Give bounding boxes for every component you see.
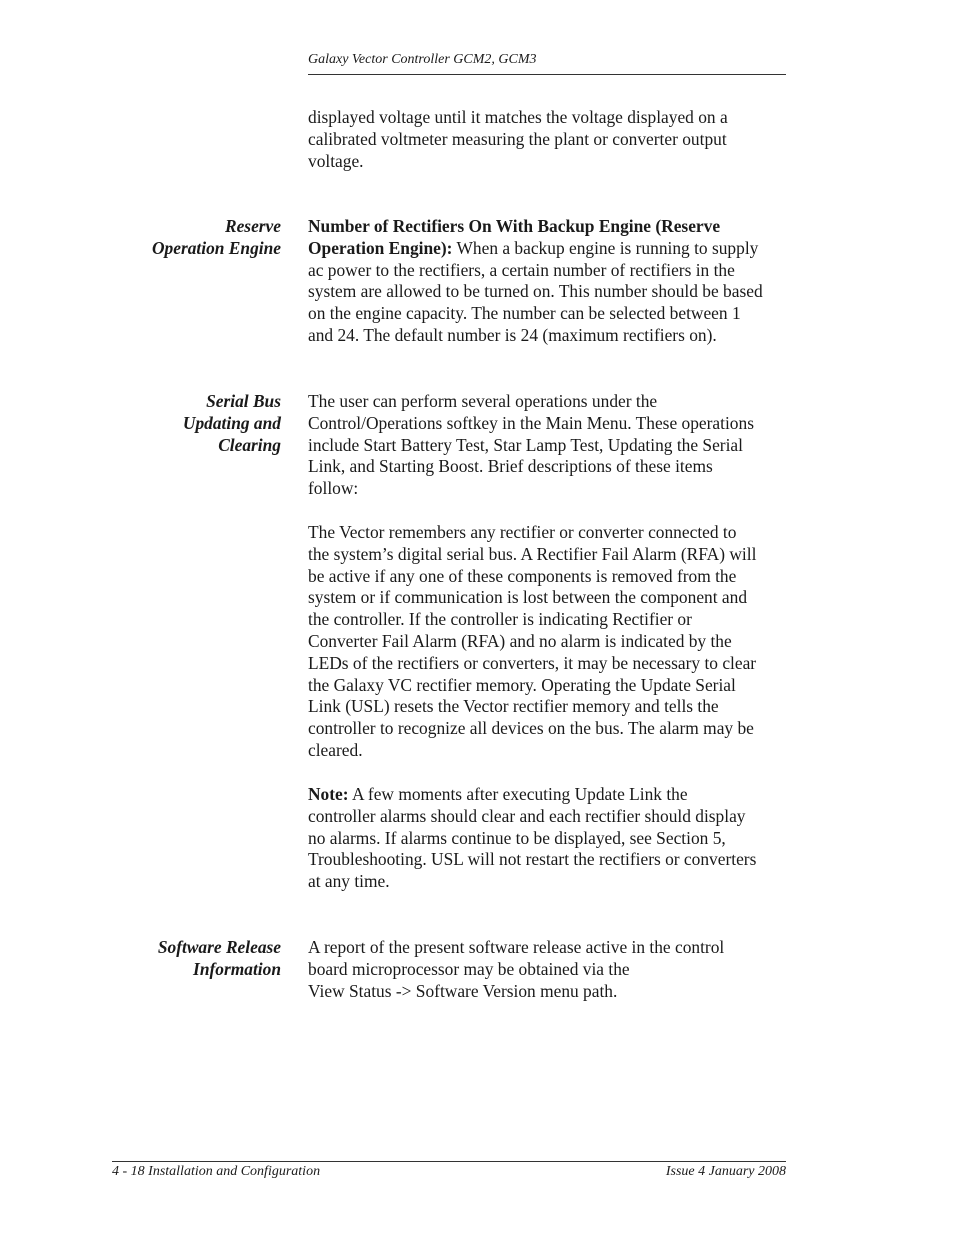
label-line: Operation Engine	[151, 237, 281, 258]
text-line	[308, 238, 786, 260]
text-line: on the engine capacity. The number can be selected between 1	[308, 303, 741, 324]
text-line: Control/Operations softkey in the Main Menu. These operations	[308, 412, 754, 433]
text-line: View Status -> Software Version menu path.	[308, 980, 618, 1001]
text-line: follow:	[308, 478, 359, 499]
text-line: controller to recognize all devices on the bus. The alarm may be	[308, 718, 754, 739]
text-line: calibrated voltmeter measuring the plant or converter output	[308, 128, 727, 149]
text-line: the system’s digital serial bus. A Rectifier Fail Alarm (RFA) will	[308, 543, 757, 564]
label-line: Software Release	[157, 937, 281, 957]
text-line: cleared.	[308, 739, 363, 760]
text-line: at any time.	[308, 871, 390, 892]
label-line: Reserve	[224, 216, 281, 236]
intro-paragraph	[308, 107, 786, 172]
text-line: Link, and Starting Boost. Brief descriptions of these items	[308, 456, 713, 477]
text-line: LEDs of the rectifiers or converters, it may be necessary to clear	[308, 652, 757, 673]
text-line: the Galaxy VC rectifier memory. Operating the Update Serial	[308, 674, 736, 695]
text-line: system are allowed to be turned on. This number should be based	[308, 281, 763, 302]
footer-section: 4 - 18 Installation and Configuration	[112, 1164, 321, 1179]
text-line: be active if any one of these components is removed from the	[308, 565, 737, 586]
serial-paragraph-1	[308, 391, 786, 500]
footer-issue: Issue 4 January 2008	[665, 1164, 786, 1179]
running-footer	[112, 1161, 786, 1180]
note-paragraph	[308, 784, 786, 893]
label-line: Information	[193, 958, 281, 979]
bold-heading-line: Operation Engine):	[308, 237, 453, 258]
text-line: voltage.	[308, 150, 364, 171]
text-line: no alarms. If alarms continue to be displayed, see Section 5,	[308, 827, 726, 848]
text-line: The user can perform several operations under the	[308, 391, 658, 411]
serial-paragraph-2	[308, 522, 786, 762]
text-run: A few moments after executing Update Link the	[348, 784, 688, 804]
note-label: Note:	[308, 784, 349, 804]
text-line: board microprocessor may be obtained via the	[308, 958, 630, 979]
text-line: controller alarms should clear and each rectifier should display	[308, 805, 746, 826]
text-line: Converter Fail Alarm (RFA) and no alarm is indicated by the	[308, 630, 732, 651]
label-line: Clearing	[218, 434, 281, 455]
text-line: Link (USL) resets the Vector rectifier memory and tells the	[308, 696, 719, 717]
running-header	[308, 52, 786, 75]
header-title: Galaxy Vector Controller GCM2, GCM3	[308, 52, 537, 67]
text-line: The Vector remembers any rectifier or converter connected to	[308, 522, 737, 542]
text-line: A report of the present software release active in the control	[308, 937, 725, 957]
text-line: Troubleshooting. USL will not restart the rectifiers or converters	[308, 849, 757, 870]
text-run: When a backup engine is running to supply	[452, 237, 759, 258]
text-line: the controller. If the controller is indicating Rectifier or	[308, 609, 692, 630]
bold-heading-line: Number of Rectifiers On With Backup Engine (Reserve	[308, 216, 721, 236]
label-line: Updating and	[182, 412, 281, 433]
text-line: and 24. The default number is 24 (maximum rectifiers on).	[308, 324, 717, 345]
side-label-software-release	[131, 937, 281, 981]
software-paragraph	[308, 937, 786, 1002]
text-line: include Start Battery Test, Star Lamp Test, Updating the Serial	[308, 434, 743, 455]
text-line: system or if communication is lost between the component and	[308, 587, 748, 608]
text-line	[308, 784, 786, 806]
side-label-reserve-operation-engine	[131, 216, 281, 260]
label-line: Serial Bus	[206, 391, 281, 411]
reserve-paragraph	[308, 216, 786, 347]
side-label-serial-bus	[131, 391, 281, 456]
text-line: displayed voltage until it matches the voltage displayed on a	[308, 107, 728, 127]
text-line: ac power to the rectifiers, a certain number of rectifiers in the	[308, 259, 735, 280]
